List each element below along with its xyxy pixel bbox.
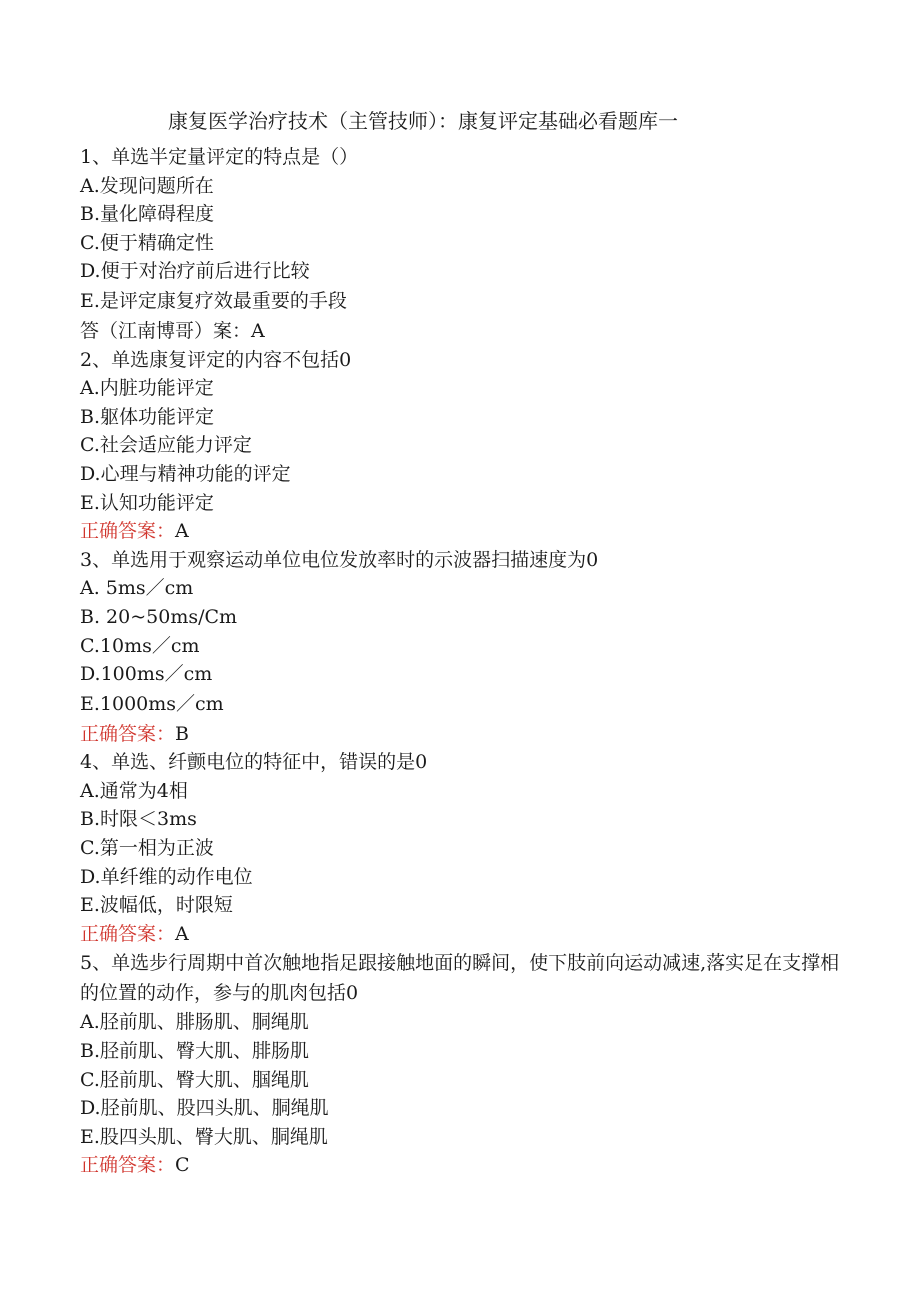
document-page — [80, 105, 840, 1180]
option-c: C.社会适应能力评定 — [80, 434, 252, 457]
option-d: D.100ms／cm — [80, 663, 213, 686]
question-5 — [80, 948, 840, 1180]
answer-label: 答（江南博哥）案： — [80, 319, 252, 342]
option-a: A.内脏功能评定 — [80, 377, 214, 400]
answer-label: 正确答案： — [80, 1154, 176, 1177]
question-2 — [80, 346, 840, 546]
option-c: C.便于精确定性 — [80, 231, 214, 254]
option-e: E.波幅低，时限短 — [80, 894, 233, 917]
question-stem: 2、单选康复评定的内容不包括0 — [80, 348, 352, 371]
option-e: E.1000ms／cm — [80, 692, 224, 715]
question-1 — [80, 143, 840, 346]
answer-value: C — [175, 1154, 190, 1177]
document-title: 康复医学治疗技术（主管技师）：康复评定基础必看题库一 — [168, 109, 678, 133]
answer-line — [80, 1151, 840, 1180]
answer-label: 正确答案： — [80, 520, 176, 543]
option-c: C.第一相为正波 — [80, 837, 214, 860]
question-4 — [80, 748, 840, 948]
option-a: A. 5ms／cm — [80, 577, 194, 600]
option-a: A.胫前肌、腓肠肌、胴绳肌 — [80, 1011, 309, 1034]
option-c: C.10ms／cm — [80, 634, 200, 657]
answer-label: 正确答案： — [80, 722, 176, 745]
option-a: A.发现问题所在 — [80, 174, 214, 197]
answer-line — [80, 517, 840, 546]
option-e: E.股四头肌、臀大肌、胴绳肌 — [80, 1125, 328, 1148]
answer-value: B — [175, 722, 189, 745]
option-a: A.通常为4相 — [80, 779, 188, 802]
answer-value: A — [175, 922, 189, 945]
option-b: B.胫前肌、臀大肌、腓肠肌 — [80, 1040, 310, 1063]
option-b: B.时限＜3ms — [80, 808, 197, 831]
option-d: D.胫前肌、股四头肌、胴绳肌 — [80, 1097, 329, 1120]
option-d: D.心理与精神功能的评定 — [80, 462, 291, 485]
option-c: C.胫前肌、臀大肌、腘绳肌 — [80, 1068, 309, 1091]
option-b: B. 20~50ms/Cm — [80, 605, 238, 628]
question-stem: 1、单选半定量评定的特点是（） — [80, 146, 359, 168]
option-e: E.认知功能评定 — [80, 491, 214, 514]
answer-value: A — [175, 520, 189, 543]
answer-line — [80, 720, 840, 749]
question-stem: 4、单选、纤颤电位的特征中，错误的是0 — [80, 751, 428, 774]
option-d: D.便于对治疗前后进行比较 — [80, 260, 310, 283]
option-d: D.单纤维的动作电位 — [80, 865, 253, 888]
answer-line — [80, 920, 840, 949]
option-b: B.量化障碍程度 — [80, 203, 215, 226]
answer-value: A — [251, 319, 265, 342]
answer-line — [80, 317, 840, 346]
option-e: E.是评定康复疗效最重要的手段 — [80, 289, 347, 312]
question-stem: 3、单选用于观察运动单位电位发放率时的示波器扫描速度为0 — [80, 548, 599, 571]
answer-label: 正确答案： — [80, 922, 176, 945]
question-3 — [80, 546, 840, 749]
option-b: B.躯体功能评定 — [80, 405, 215, 428]
question-stem: 5、单选步行周期中首次触地指足跟接触地面的瞬间，使下肢前向运动减速,落实足在支撑相的位置的动作，参与的肌肉包括0 — [80, 952, 840, 1005]
